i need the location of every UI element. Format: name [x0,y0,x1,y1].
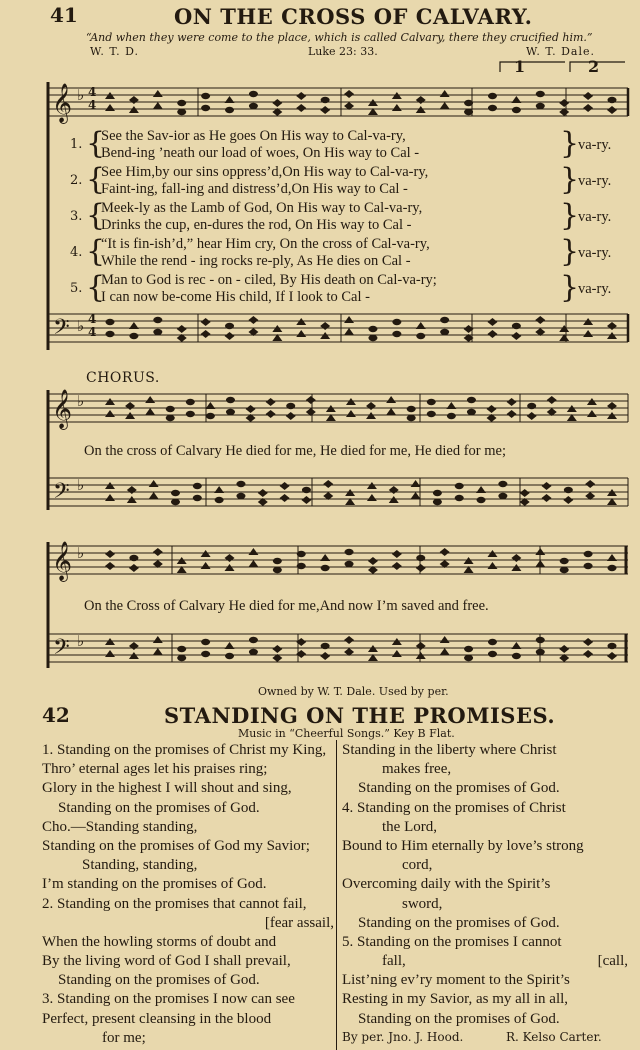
verse-number: 2. [70,173,83,188]
copyright-notice: Owned by W. T. Dale. Used by per. [258,685,449,698]
verse-brace: { [86,270,106,305]
verse-line: makes free, [382,761,452,778]
svg-text:𝄞: 𝄞 [52,389,73,429]
verse-line: 2. Standing on the promises that cannot fail, [42,895,307,912]
verse-line: [call, [597,953,628,970]
chorus-line: I’m standing on the promises of God. [42,876,267,893]
chorus-label: CHORUS. [86,370,160,386]
verse-line: List’ning ev’ry moment to the Spirit’s [342,972,570,989]
verse-line: Standing in the liberty where Christ [342,742,557,758]
verse-brace-right: } [560,270,580,305]
svg-text:♭: ♭ [77,476,85,494]
time-signature-bass: 4 4 [88,312,97,339]
verse-lyric-line-2: Faint-ing, fall-ing and distress’d,On His way to Cal - [101,181,408,197]
svg-text:𝄞: 𝄞 [52,541,73,581]
time-signature-treble: 4 4 [88,85,97,112]
verse-line: Bound to Him eternally by love’s strong [342,837,584,854]
verse-brace-right: } [560,234,580,269]
verse-ending-word: va-ry. [578,281,612,297]
verse-lyric-line-2: While the rend - ing rocks re-ply, As He dies on Cal - [101,253,411,269]
verse-line: Standing on the promises of God. [358,780,560,797]
svg-text:𝄢: 𝄢 [53,635,70,665]
svg-text:♭: ♭ [77,392,85,410]
verse-brace-right: } [560,126,580,161]
hymn-title-2: STANDING ON THE PROMISES. [164,703,556,728]
verse-line: 1. Standing on the promises of Christ my King, [42,742,327,758]
verse-line: the Lord, [382,818,437,835]
verse-lyric-line-1: See the Sav-ior as He goes On His way to Cal-va-ry, [101,128,406,144]
chorus-line: Standing, standing, [82,857,198,874]
verse-line: Standing on the promises of God. [358,914,560,931]
verse-line: for me; [102,1029,146,1046]
svg-text:♭: ♭ [77,632,85,650]
first-ending-number: 1 [514,57,526,76]
svg-text:𝄢: 𝄢 [53,479,70,509]
verse-number: 3. [70,209,83,224]
verse-lyric-line-2: I can now be-come His child, If I look to Cal - [101,289,370,305]
verse-line: By the living word of God I shall prevail, [42,953,291,970]
verse-line: 5. Standing on the promises I cannot [342,933,562,950]
hymn-number: 42 [42,703,70,727]
verse-number: 1. [70,137,83,152]
verse-ending-word: va-ry. [578,209,612,225]
hymn42-left-column [42,741,334,1048]
chorus-line: Cho.—Standing standing, [42,818,198,835]
verse-ending-word: va-ry. [578,173,612,189]
chorus-line: Standing on the promises of God my Savior; [42,837,310,854]
chorus-lyric-line-1: On the cross of Calvary He died for me, He died for me, He died for me; [84,443,506,459]
svg-text:♭: ♭ [77,86,85,104]
second-ending-number: 2 [588,57,600,76]
svg-text:♭: ♭ [77,544,85,562]
verse-brace-right: } [560,198,580,233]
hymn-title: ON THE CROSS OF CALVARY. [174,4,533,29]
verse-line: 4. Standing on the promises of Christ [342,799,566,816]
scripture-quote: “And when they were come to the place, which is called Calvary, there they crucified him.” [86,31,593,44]
verse-line: Thro’ eternal ages let his praises ring; [42,761,268,778]
permission-credit: By per. Jno. J. Hood. [342,1030,464,1044]
music-info: Music in “Cheerful Songs.” Key B Flat. [238,727,455,740]
composer-name: W. T. Dale. [526,45,595,58]
verse-line: Standing on the promises of God. [358,1010,560,1027]
verse-ending-word: va-ry. [578,245,612,261]
verse-lyric-line-2: Bend-ing ’neath our load of woes, On His way to Cal - [101,145,420,161]
verse-brace-right: } [560,162,580,197]
verse-lyric-line-1: Meek-ly as the Lamb of God, On His way to Cal-va-ry, [101,200,423,216]
svg-text:𝄞: 𝄞 [52,83,73,123]
svg-text:♭: ♭ [77,317,85,335]
verse-line: Standing on the promises of God. [58,972,260,989]
verse-line-pair [342,952,632,971]
verse-line: [fear assail, [264,914,334,931]
verse-lyric-line-1: Man to God is rec - on - ciled, By His death on Cal-va-ry; [101,272,437,288]
verse-line: fall, [382,953,406,970]
chorus-lyric-line-2: On the Cross of Calvary He died for me,And now I’m saved and free. [84,598,489,614]
verse-brace: { [86,162,106,197]
composer-credit: R. Kelso Carter. [506,1030,602,1044]
verse-brace: { [86,234,106,269]
verse-line: When the howling storms of doubt and [42,933,277,950]
verse-lyric-line-1: See Him,by our sins oppress’d,On His way to Cal-va-ry, [101,164,429,180]
author-initials: W. T. D. [90,45,140,58]
verse-brace: { [86,126,106,161]
verse-ending-word: va-ry. [578,137,612,153]
verse-lyric-line-2: Drinks the cup, en-dures the rod, On His way to Cal - [101,217,412,233]
verse-line: Standing on the promises of God. [58,799,260,816]
verse-brace: { [86,198,106,233]
verse-number: 4. [70,245,83,260]
page-number: 41 [50,3,78,27]
verse-line: 3. Standing on the promises I now can see [42,991,295,1008]
verse-number: 5. [70,281,83,296]
verse-line: Resting in my Savior, as my all in all, [342,991,569,1008]
verse-line: Perfect, present cleansing in the blood [42,1010,272,1027]
verse-line: Overcoming daily with the Spirit’s [342,876,551,893]
verse-lyric-line-1: “It is fin-ish’d,” hear Him cry, On the cross of Cal-va-ry, [101,236,430,252]
svg-text:𝄢: 𝄢 [53,315,70,345]
verse-line: Glory in the highest I will shout and sing, [42,780,292,797]
verse-line: sword, [402,895,443,912]
hymn42-right-column [342,741,632,1029]
column-divider [336,740,337,1050]
scripture-reference: Luke 23: 33. [308,45,378,58]
verse-line: cord, [402,857,433,874]
